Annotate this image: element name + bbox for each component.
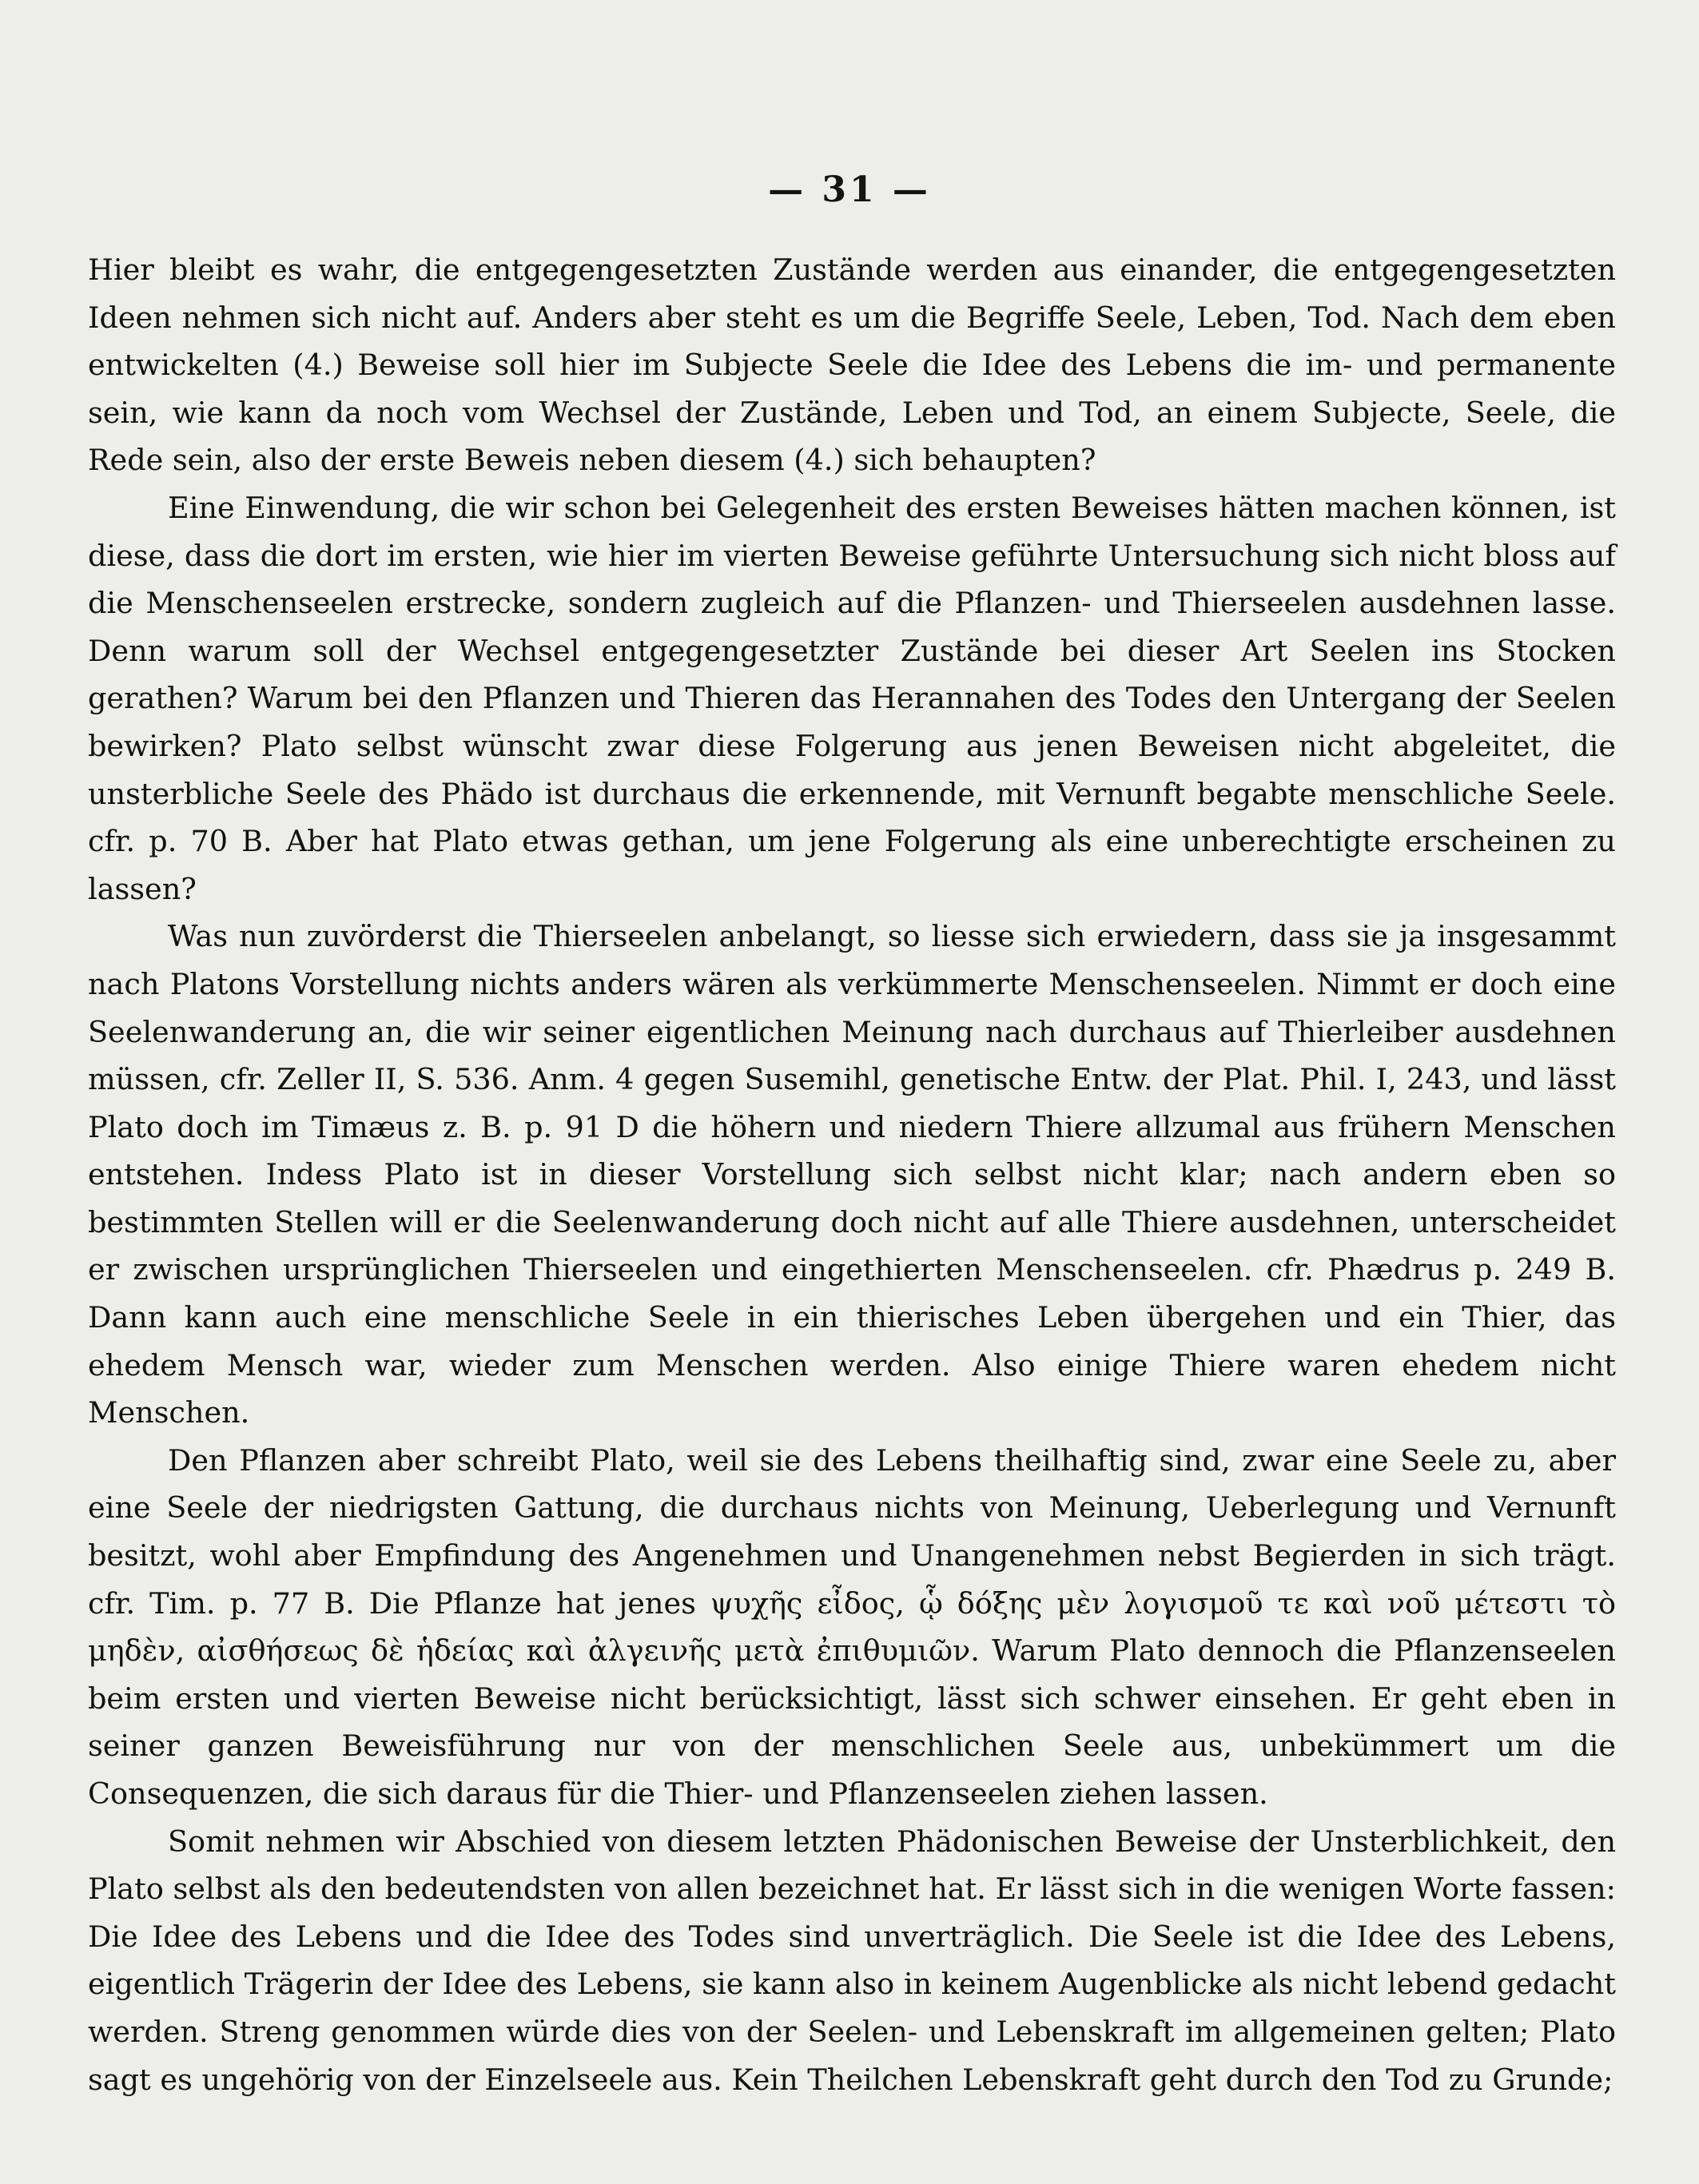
paragraph-4: Den Pflanzen aber schreibt Plato, weil sie des Lebens theilhaftig sind, zwar eine Seele zu, aber eine Seele der niedrigsten Gattung, die durchaus nichts von Meinung, Ueberlegung und Vernunft besitzt, wohl aber Empfindung des Angenehmen und Unangenehmen nebst Begierden in sich trägt. cfr. Tim. p. 77 B. Die Pflanze hat jenes ψυχῆς εἶδος, ᾧ δόξης μὲν λογισμοῦ τε καὶ νοῦ μέτεστι τὸ μηδὲν, αἰσθήσεως δὲ ἡδείας καὶ ἀλγεινῆς μετὰ ἐπιθυμιῶν. Warum Plato dennoch die Pflanzenseelen beim ersten und vierten Beweise nicht berücksichtigt, lässt sich schwer einsehen. Er geht eben in seiner ganzen Beweisführung nur von der menschlichen Seele aus, unbekümmert um die Consequenzen, die sich daraus für die Thier- und Pflanzenseelen ziehen lassen. (88, 1442, 1616, 1811)
page-number: — 31 — (768, 169, 931, 210)
paragraph-5: Somit nehmen wir Abschied von diesem letzten Phädonischen Beweise der Unsterblichkeit, den Plato selbst als den bedeutendsten von allen bezeichnet hat. Er lässt sich in die wenigen Worte fassen: Die Idee des Lebens und die Idee des Todes sind unverträglich. Die Seele ist die Idee des Lebens, eigentlich Trägerin der Idee des Lebens, sie kann also in keinem Augenblicke als nicht lebend gedacht werden. Streng genommen würde dies von der Seelen- und Lebenskraft im allgemeinen gelten; Plato sagt es ungehörig von der Einzelseele aus. Kein Theilchen Lebenskraft geht durch den Tod zu Grunde; (88, 1824, 1616, 2097)
paragraph-3: Was nun zuvörderst die Thierseelen anbelangt, so liesse sich erwiedern, dass sie ja insgesammt nach Platons Vorstellung nichts anders wären als verkümmerte Menschenseelen. Nimmt er doch eine Seelenwanderung an, die wir seiner eigentlichen Meinung nach durchaus auf Thierleiber ausdehnen müssen, cfr. Zeller II, S. 536. Anm. 4 gegen Susemihl, genetische Entw. der Plat. Phil. I, 243, und lässt Plato doch im Timæus z. B. p. 91 D die höhern und niedern Thiere allzumal aus frühern Menschen entstehen. Indess Plato ist in dieser Vorstellung sich selbst nicht klar; nach andern eben so bestimmten Stellen will er die Seelenwanderung doch nicht auf alle Thiere ausdehnen, unterscheidet er zwischen ursprünglichen Thierseelen und eingethierten Menschenseelen. cfr. Phædrus p. 249 B. Dann kann auch eine menschliche Seele in ein thierisches Leben übergehen und ein Thier, das ehedem Mensch war, wieder zum Menschen werden. Also einige Thiere waren ehedem nicht Menschen. (88, 919, 1616, 1430)
body-text (88, 246, 1616, 2103)
paragraph-2: Eine Einwendung, die wir schon bei Gelegenheit des ersten Beweises hätten machen können, ist diese, dass die dort im ersten, wie hier im vierten Beweise geführte Untersuchung sich nicht bloss auf die Menschenseelen erstrecke, sondern zugleich auf die Pflanzen- und Thierseelen ausdehnen lasse. Denn warum soll der Wechsel entgegengesetzter Zustände bei dieser Art Seelen ins Stocken gerathen? Warum bei den Pflanzen und Thieren das Herannahen des Todes den Untergang der Seelen bewirken? Plato selbst wünscht zwar diese Folgerung aus jenen Beweisen nicht abgeleitet, die unsterbliche Seele des Phädo ist durchaus die erkennende, mit Vernunft begabte menschliche Seele. cfr. p. 70 B. Aber hat Plato etwas gethan, um jene Folgerung als eine unberechtigte erscheinen zu lassen? (88, 490, 1616, 906)
paragraph-1: Hier bleibt es wahr, die entgegengesetzten Zustände werden aus einander, die entgegengesetzten Ideen nehmen sich nicht auf. Anders aber steht es um die Begriffe Seele, Leben, Tod. Nach dem eben entwickelten (4.) Beweise soll hier im Subjecte Seele die Idee des Lebens die im- und permanente sein, wie kann da noch vom Wechsel der Zustände, Leben und Tod, an einem Subjecte, Seele, die Rede sein, also der erste Beweis neben diesem (4.) sich behaupten? (88, 253, 1616, 478)
